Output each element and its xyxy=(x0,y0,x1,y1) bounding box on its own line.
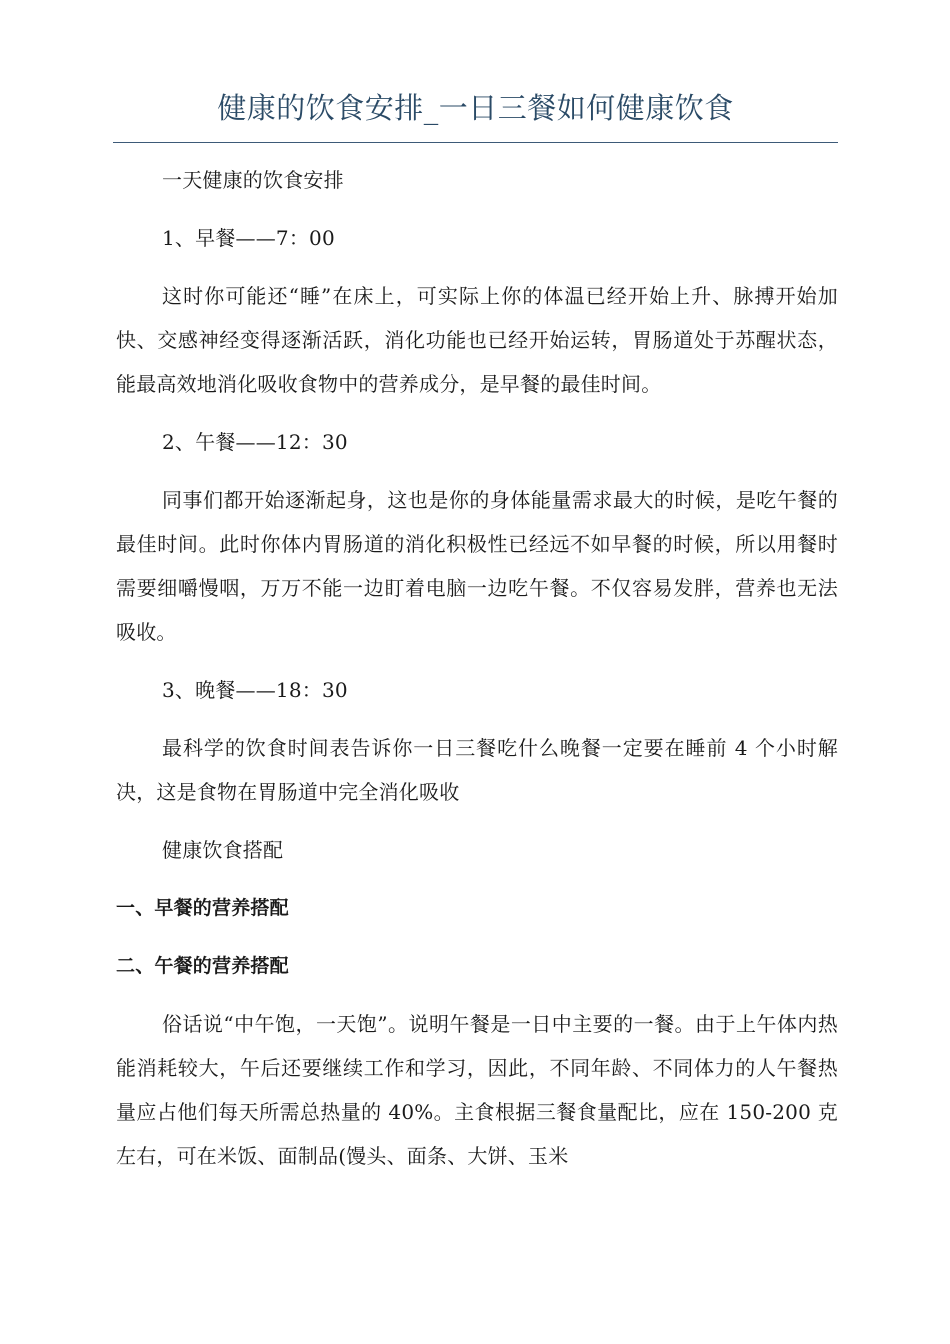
paragraph-dinner: 最科学的饮食时间表告诉你一日三餐吃什么晚餐一定要在睡前 4 个小时解决，这是食物在胃肠道中完全消化吸收 xyxy=(116,736,838,804)
document-title: 健康的饮食安排_一日三餐如何健康饮食 xyxy=(217,91,734,125)
paragraph-lunch: 同事们都开始逐渐起身，这也是你的身体能量需求最大的时候，是吃午餐的最佳时间。此时你体内胃肠道的消化积极性已经远不如早餐的时候，所以用餐时需要细嚼慢咽，万万不能一边盯着电脑一边吃午餐。不仅容易发胖，营养也无法吸收。 xyxy=(116,488,838,644)
paragraph-lunch-nutrition: 俗话说“中午饱，一天饱”。说明午餐是一日中主要的一餐。由于上午体内热能消耗较大，午后还要继续工作和学习，因此，不同年龄、不同体力的人午餐热量应占他们每天所需总热量的 40%。主食根据三餐食量配比，应在 150-200 克左右，可在米饭、面制品(馒头、面条、大饼、玉米 xyxy=(116,1012,838,1168)
title-divider xyxy=(113,142,838,143)
paragraph-breakfast: 这时你可能还“睡”在床上，可实际上你的体温已经开始上升、脉搏开始加快、交感神经变得逐渐活跃，消化功能也已经开始运转，胃肠道处于苏醒状态，能最高效地消化吸收食物中的营养成分，是早餐的最佳时间。 xyxy=(116,284,838,396)
paragraph-healthy-diet: 健康饮食搭配 xyxy=(162,838,284,862)
heading-lunch-nutrition: 二、午餐的营养搭配 xyxy=(116,955,289,977)
heading-lunch-time: 2、午餐——12：30 xyxy=(162,430,348,454)
document-body xyxy=(116,158,838,1178)
paragraph-intro: 一天健康的饮食安排 xyxy=(162,168,344,192)
heading-dinner-time: 3、晚餐——18：30 xyxy=(162,678,348,702)
heading-breakfast-nutrition: 一、早餐的营养搭配 xyxy=(116,897,289,919)
heading-breakfast-time: 1、早餐——7：00 xyxy=(162,226,335,250)
